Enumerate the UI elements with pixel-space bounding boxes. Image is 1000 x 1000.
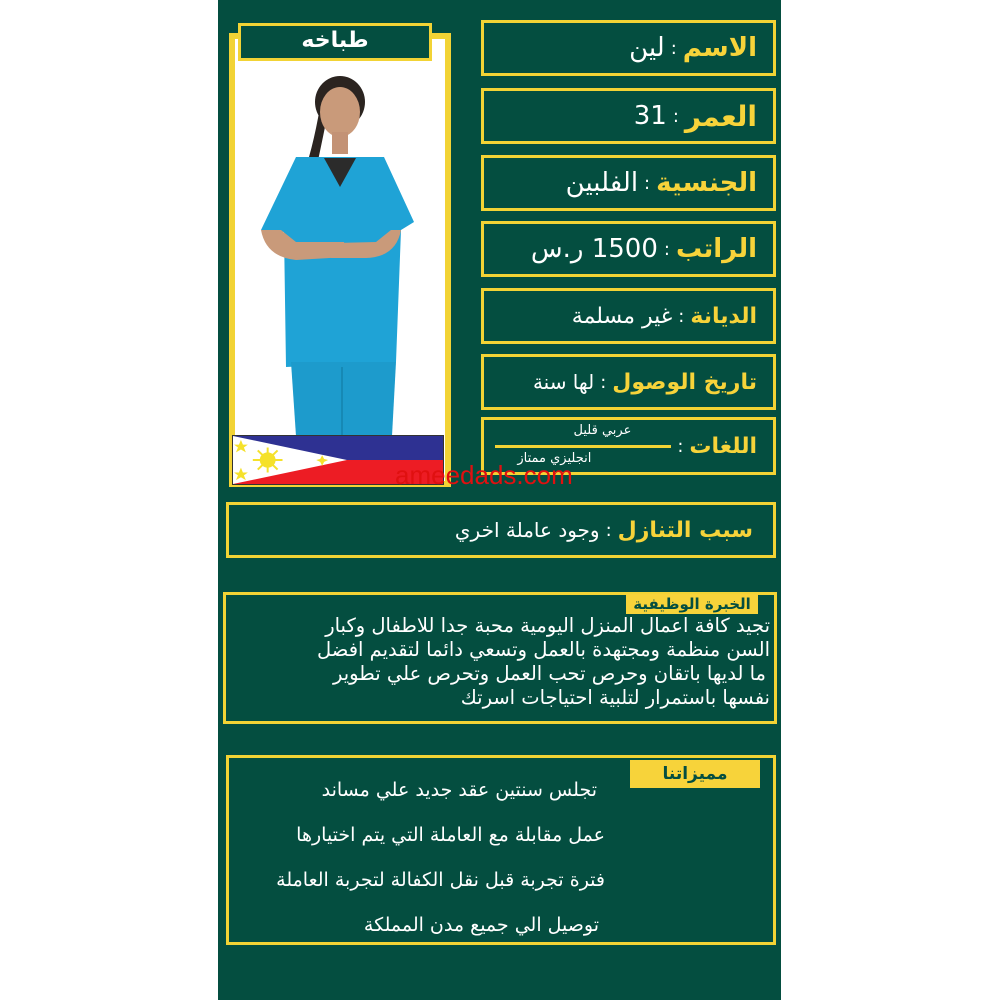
experience-line: تجيد كافة اعمال المنزل اليومية محبة جدا للاطفال وكبار xyxy=(325,614,770,637)
field-label: اللغات xyxy=(689,433,757,459)
feature-item: فترة تجربة قبل نقل الكفالة لتجربة العاملة xyxy=(276,869,605,891)
feature-item: عمل مقابلة مع العاملة التي يتم اختيارها xyxy=(296,824,605,846)
field-separator: : xyxy=(672,105,679,127)
field-value: غير مسلمة xyxy=(571,303,673,329)
field-separator: : xyxy=(670,37,677,59)
field-separator: : xyxy=(677,435,684,457)
field-value: 1500 ر.س xyxy=(530,234,658,264)
features-title: مميزاتنا xyxy=(630,760,760,788)
experience-line: نفسها باستمرار لتلبية احتياجات اسرتك xyxy=(460,686,770,709)
field-release-reason xyxy=(226,502,776,558)
field-label: سبب التنازل xyxy=(617,517,753,543)
experience-text xyxy=(232,614,770,710)
field-religion xyxy=(481,288,776,344)
field-separator: : xyxy=(600,371,607,393)
field-separator: : xyxy=(678,305,685,327)
experience-line: السن منظمة ومجتهدة بالعمل وتسعي دائما لتقديم افضل xyxy=(317,638,770,661)
field-label: الاسم xyxy=(682,33,757,63)
experience-line: ما لديها باتقان وحرص تحب العمل وتحرص علي تطوير xyxy=(333,662,766,685)
field-separator: : xyxy=(605,519,612,541)
experience-title: الخبرة الوظيفية xyxy=(626,594,758,614)
field-label: الديانة xyxy=(690,303,757,329)
field-arrival-date xyxy=(481,354,776,410)
field-value: الفلبين xyxy=(565,168,639,198)
worker-photo xyxy=(236,62,444,436)
job-title-badge: طباخه xyxy=(238,23,432,61)
field-salary xyxy=(481,221,776,277)
features-list xyxy=(250,768,605,948)
field-value: وجود عاملة اخري xyxy=(454,518,600,542)
language-item: عربي قليل xyxy=(573,423,632,438)
language-item: انجليزي ممتاز xyxy=(517,451,592,466)
languages-divider xyxy=(495,445,671,448)
field-age xyxy=(481,88,776,144)
field-separator: : xyxy=(644,172,651,194)
field-nationality xyxy=(481,155,776,211)
watermark: ameedads.com xyxy=(395,460,573,490)
field-label: العمر xyxy=(684,99,757,133)
field-value: 31 xyxy=(633,101,667,131)
feature-item: تجلس سنتين عقد جديد علي مساند xyxy=(321,779,597,801)
feature-item: توصيل الي جميع مدن المملكة xyxy=(363,914,599,936)
field-separator: : xyxy=(663,238,670,260)
field-value: لها سنة xyxy=(532,370,595,394)
field-label: تاريخ الوصول xyxy=(612,369,757,395)
field-name xyxy=(481,20,776,76)
field-label: الجنسية xyxy=(656,168,757,198)
field-label: الراتب xyxy=(675,234,757,264)
field-value: لين xyxy=(629,33,665,63)
